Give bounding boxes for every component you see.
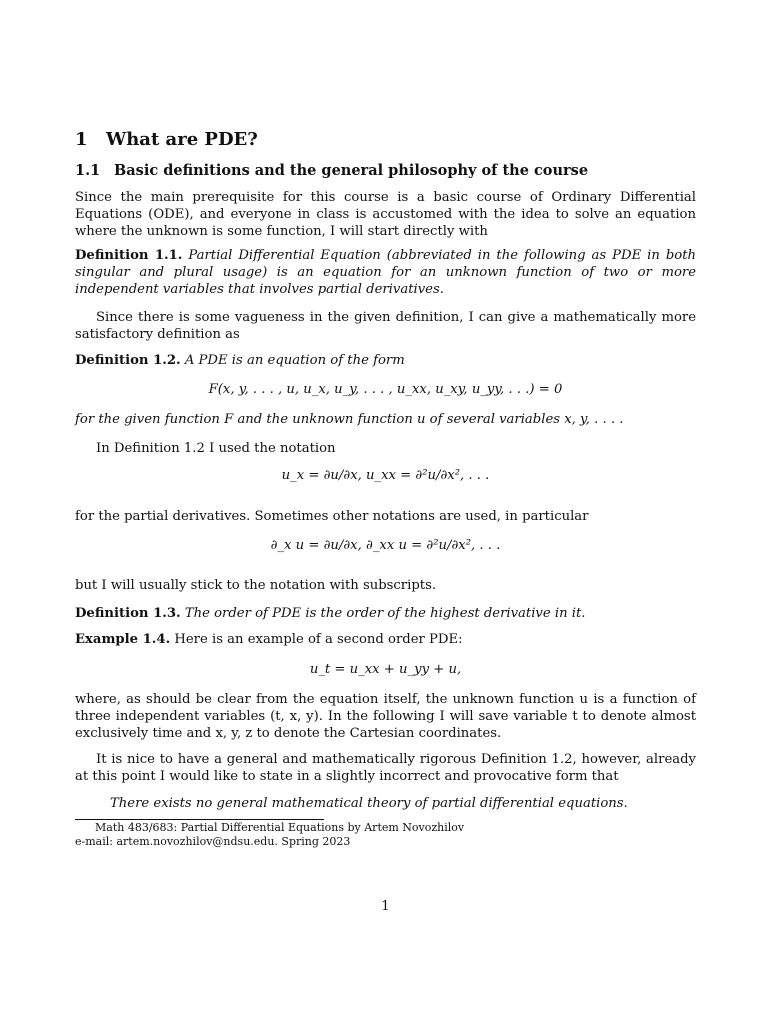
notation-paragraph: In Definition 1.2 I used the notation bbox=[96, 441, 336, 456]
subsection-title: Basic definitions and the general philosophy of the course bbox=[114, 162, 589, 179]
definition-text: The order of PDE is the order of the highest derivative in it. bbox=[184, 606, 586, 621]
example-1-4-continuation: where, as should be clear from the equation itself, the unknown function u is a function of three independent variables (t, x, y). In the following I will save variable t to denote almost exclusively time and x, y, z to denote the Cartesian coordinates. bbox=[75, 692, 696, 741]
page-number: 1 bbox=[381, 899, 390, 914]
definition-label: Definition 1.3. bbox=[75, 606, 181, 621]
definition-1-1 bbox=[75, 247, 696, 298]
subsection-number: 1.1 bbox=[75, 162, 101, 179]
section-heading bbox=[75, 129, 696, 151]
section-title: What are PDE? bbox=[106, 129, 258, 150]
intro-paragraph: Since the main prerequisite for this course is a basic course of Ordinary Differential Equations (ODE), and everyone in class is accustomed with the idea to solve an equation where the unknown is some function, I will start directly with bbox=[75, 190, 696, 239]
definition-1-3 bbox=[75, 605, 696, 622]
definition-1-2-continuation: for the given function F and the unknown function u of several variables x, y, . . . . bbox=[75, 412, 624, 427]
footnote-course: Math 483/683: Partial Differential Equations by Artem Novozhilov bbox=[95, 821, 465, 834]
nice-definition-paragraph: It is nice to have a general and mathematically rigorous Definition 1.2, however, already at this point I would like to state in a slightly incorrect and provocative form that bbox=[75, 752, 696, 784]
section-number: 1 bbox=[75, 129, 88, 150]
example-text: Here is an example of a second order PDE: bbox=[174, 632, 463, 647]
notation-equation: u_x = ∂u/∂x, u_xx = ∂²u/∂x², . . . bbox=[281, 468, 490, 483]
footnote-rule bbox=[75, 819, 324, 820]
second-order-pde-equation: u_t = u_xx + u_yy + u, bbox=[309, 662, 462, 677]
definition-label: Definition 1.2. bbox=[75, 353, 181, 368]
subsection-heading bbox=[75, 162, 696, 180]
vagueness-paragraph: Since there is some vagueness in the given definition, I can give a mathematically more satisfactory definition as bbox=[75, 310, 696, 342]
subscripts-paragraph: but I will usually stick to the notation with subscripts. bbox=[75, 578, 437, 593]
example-1-4 bbox=[75, 631, 696, 648]
provocative-statement: There exists no general mathematical theory of partial differential equations. bbox=[110, 796, 628, 811]
pde-general-form-equation: F(x, y, . . . , u, u_x, u_y, . . . , u_xx, u_xy, u_yy, . . .) = 0 bbox=[208, 382, 563, 397]
example-label: Example 1.4. bbox=[75, 632, 171, 647]
partial-derivatives-paragraph: for the partial derivatives. Sometimes other notations are used, in particular bbox=[75, 509, 589, 524]
definition-1-2 bbox=[75, 352, 696, 369]
alternative-notation-equation: ∂_x u = ∂u/∂x, ∂_xx u = ∂²u/∂x², . . . bbox=[270, 538, 501, 553]
definition-text: Partial Differential Equation (abbreviated in the following as PDE in both singular and plural usage) is an equation for an unknown function of two or more independent variables that involves partial derivatives. bbox=[75, 248, 696, 297]
footnote-email: e-mail: artem.novozhilov@ndsu.edu. Spring 2023 bbox=[75, 835, 351, 848]
definition-label: Definition 1.1. bbox=[75, 248, 183, 263]
definition-text: A PDE is an equation of the form bbox=[184, 353, 405, 368]
